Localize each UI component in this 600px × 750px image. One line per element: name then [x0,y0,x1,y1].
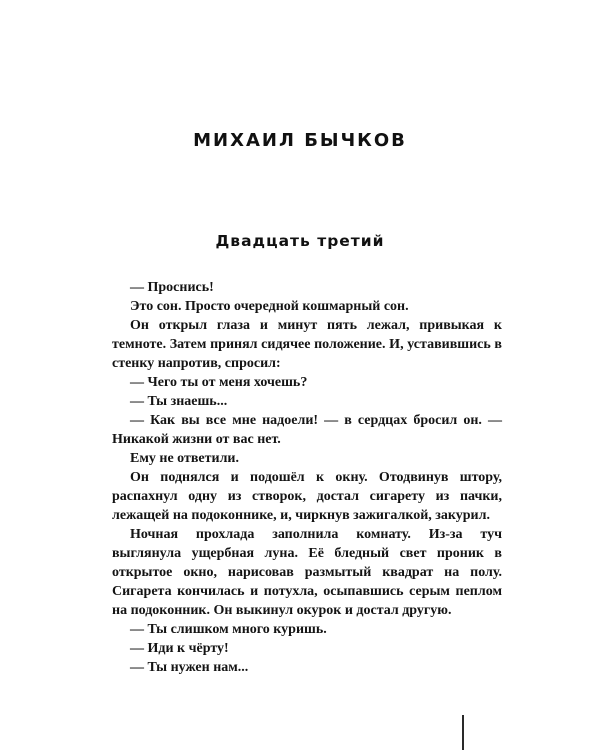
story-title: Двадцать третий [215,232,385,250]
paragraph: Это сон. Просто очередной кошмарный сон. [130,299,409,314]
paragraph: — Ты знаешь... [130,394,228,409]
paragraph: — Ты слишком много куришь. [130,622,327,637]
paragraph: — Как вы все мне надоели! — в сердцах бросил он. — Никакой жизни от вас нет. [112,413,502,447]
page-edge-line [462,715,464,750]
story-text [112,278,502,677]
paragraph: — Ты нужен нам... [130,660,249,675]
paragraph: Он поднялся и подошёл к окну. Отодвинув штору, распахнул одну из створок, достал сигарету из пачки, лежащей на подоконнике, и, чиркнув зажигалкой, закурил. [112,470,502,523]
paragraph: Он открыл глаза и минут пять лежал, привыкая к темноте. Затем принял сидячее положение. И, уставившись в стенку напротив, спросил: [112,318,502,371]
paragraph: Ему не ответили. [130,451,239,466]
paragraph: — Чего ты от меня хочешь? [130,375,308,390]
author-name: МИХАИЛ БЫЧКОВ [193,130,407,151]
paragraph: Ночная прохлада заполнила комнату. Из-за туч выглянула ущербная луна. Её бледный свет проник в открытое окно, нарисовав размытый квадрат на полу. Сигарета кончилась и потухла, осыпавшись серым пеплом на подоконник. Он выкинул окурок и достал другую. [112,527,502,618]
paragraph: — Проснись! [130,280,214,295]
paragraph: — Иди к чёрту! [130,641,229,656]
